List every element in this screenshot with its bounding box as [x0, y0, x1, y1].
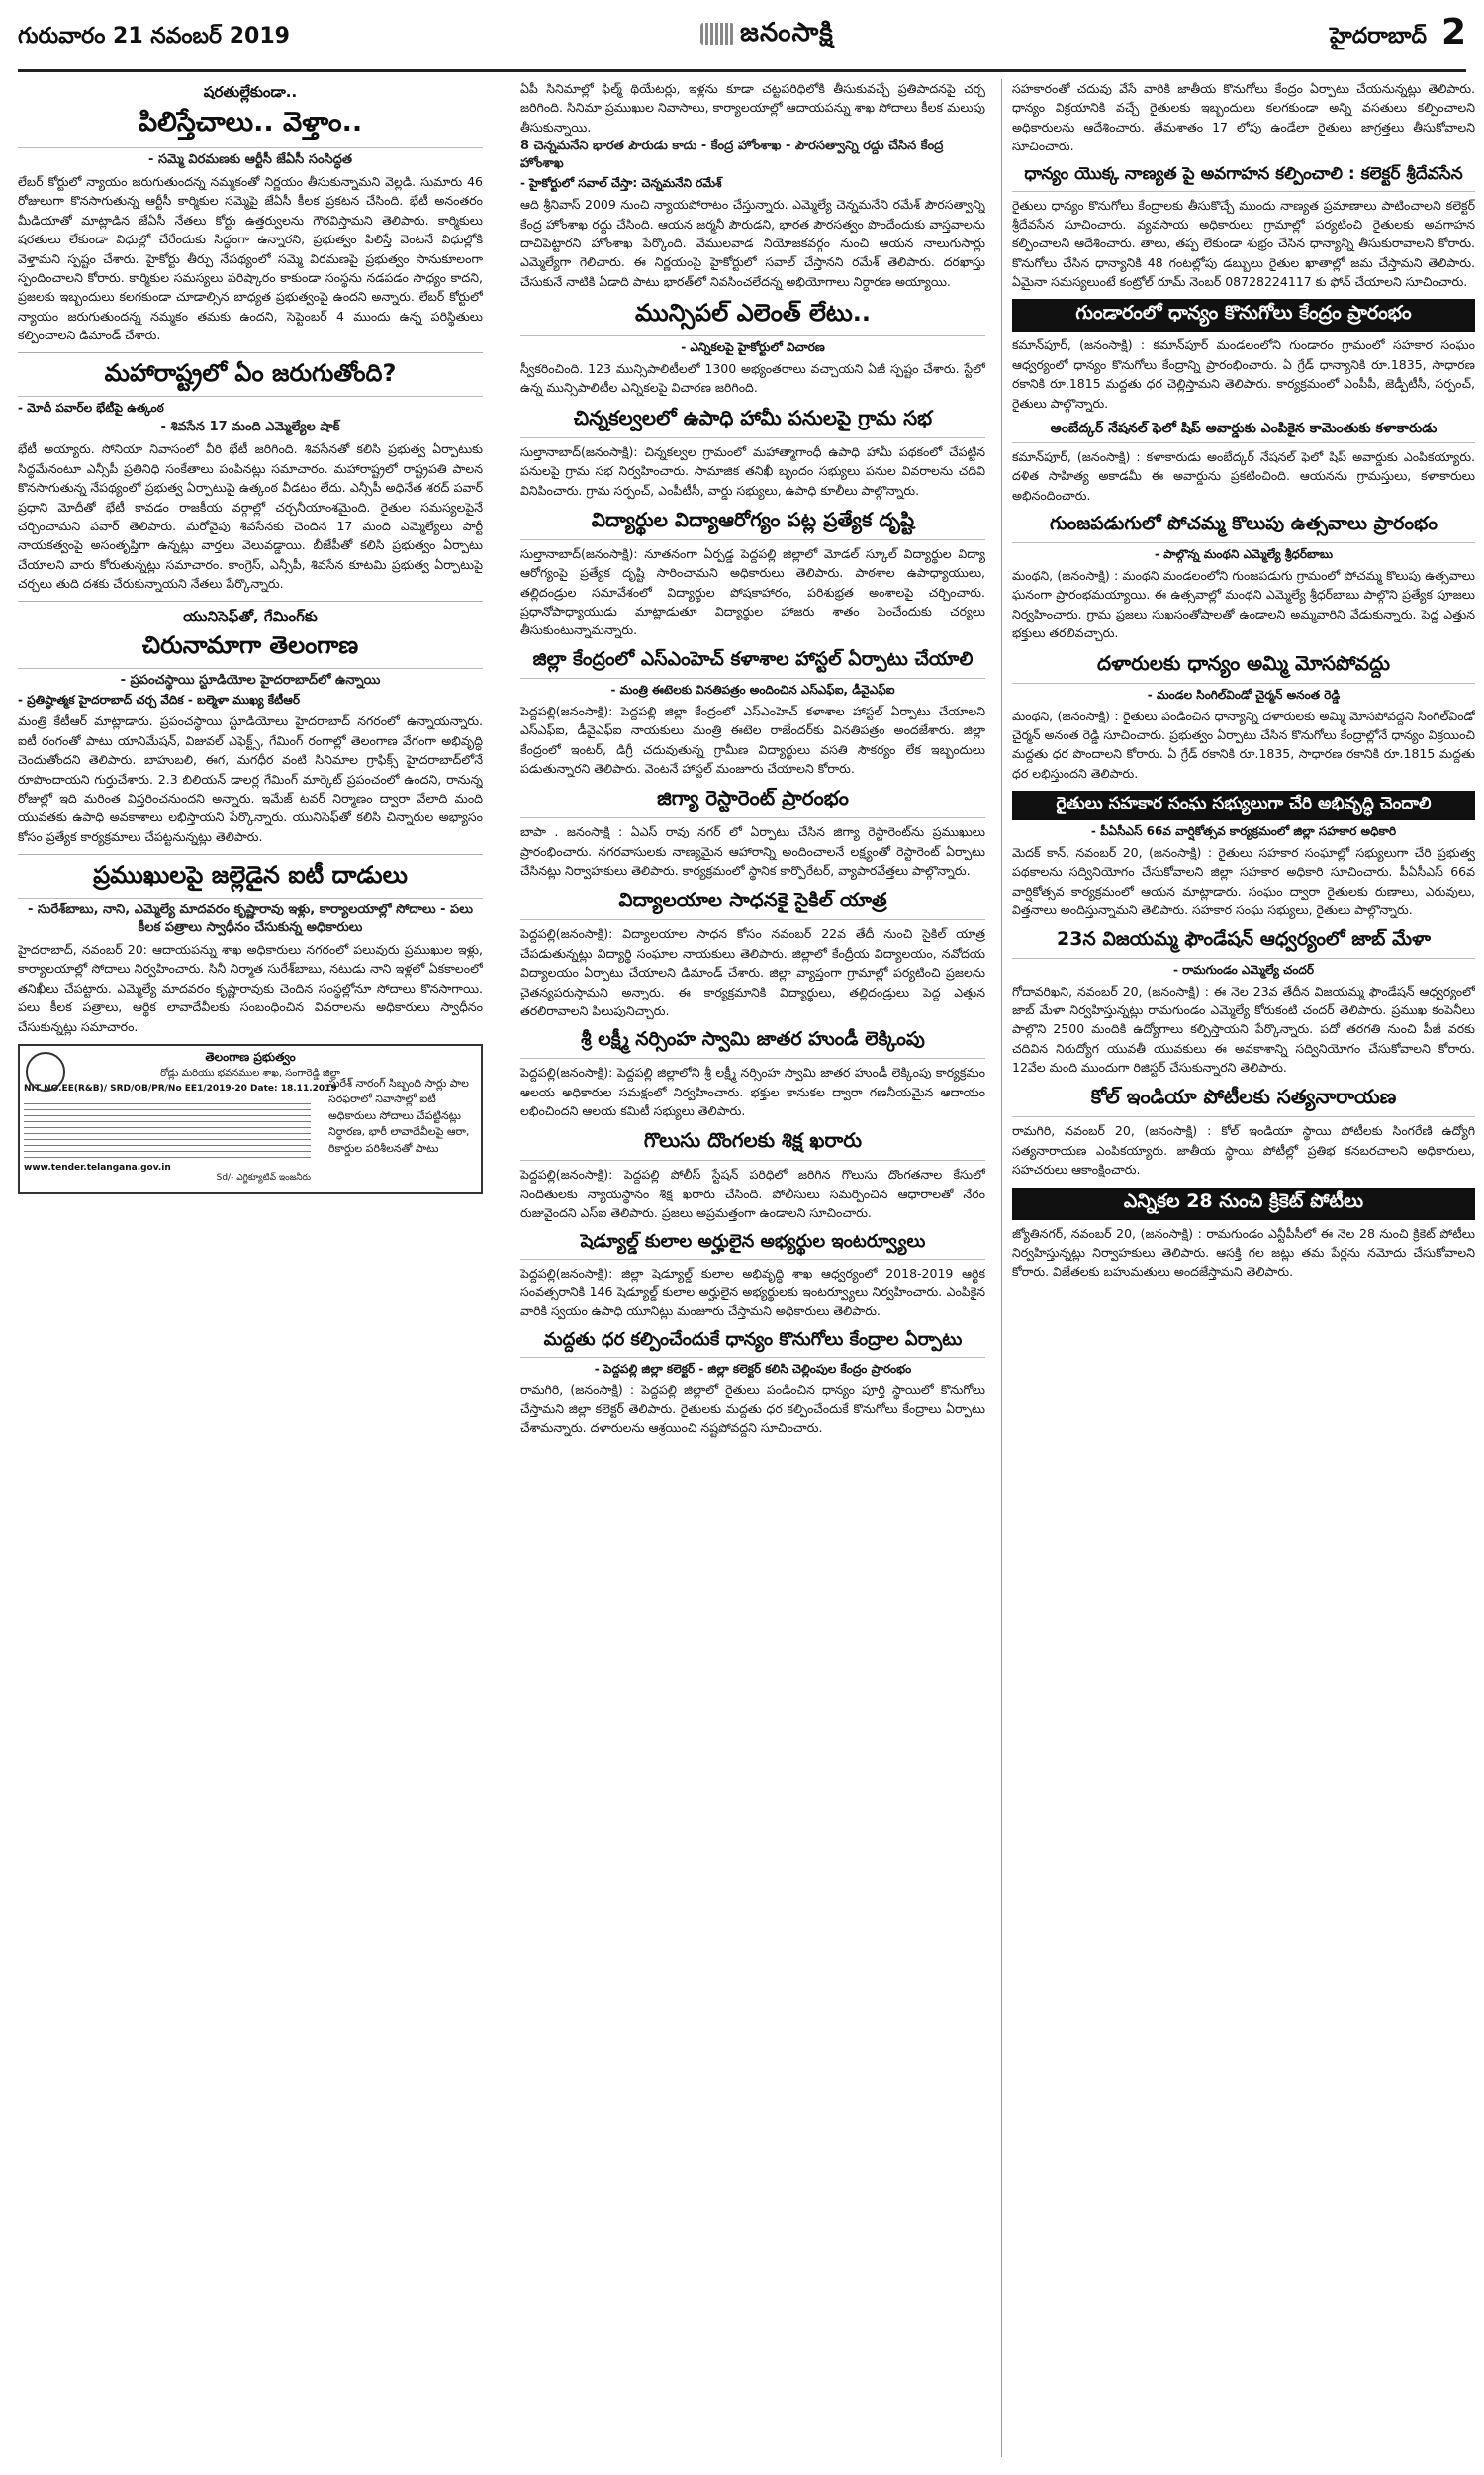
- story-headline: దళారులకు ధాన్యం అమ్మి మోసపోవద్దు: [1012, 651, 1475, 684]
- story-byline: - ఎన్నికలపై హైకోర్టులో విచారణ: [681, 340, 825, 354]
- story-headline: ధాన్యం యొక్క నాణ్యత పై అవగాహన కల్పించాలి : కలెక్టర్‌ శ్రీదేవసేన: [1012, 164, 1475, 192]
- brand-logo-icon: [700, 23, 734, 45]
- story-body: పెద్దపల్లి(జనంసాక్షి): విద్యాలయాల సాధన కోసం నవంబర్‌ 22వ తేదీ నుంచి సైకిల్‌ యాత్ర చేపడుతున్నట్లు విద్యార్థి సంఘాల నాయకులు తెలిపారు. జిల్లాలో కేంద్రీయ విద్యాలయం, నవోదయ విద్యాలయం ఏర్పాటు చేయాలని డిమాండ్‌ చేశారు. జిల్లా వ్యాప్తంగా గ్రామాల్లో పర్యటించి ప్రజలను చైతన్యపరుస్తామని అన్నారు. ఈ కార్యక్రమానికి విద్యార్థులు, తల్లిదండ్రులు పెద్ద ఎత్తున తరలిరావాలని పిలుపునిచ్చారు.: [520, 926, 985, 1018]
- page-number: 2: [1440, 12, 1466, 52]
- story-telangana-gaming: [18, 608, 483, 846]
- story-body: పెద్దపల్లి(జనంసాక్షి): పెద్దపల్లి జిల్లాలోని శ్రీ లక్ష్మీ నర్సింహ స్వామి జాతర హుండీ లెక్కింపు కార్యక్రమం ఆలయ అధికారుల సమక్షంలో నిర్వహించారు. భక్తుల కానుకల ద్వారా గణనీయమైన ఆదాయం లభించిందని ఆలయ కమిటీ సభ్యులు తెలిపారు.: [520, 1065, 985, 1118]
- story-body: బాపా . జనంసాక్షి : ఏఎస్‌ రావు నగర్‌ లో ఏర్పాటు చేసిన జిగ్యా రెస్టారెంట్‌ను ప్రముఖులు ప్రారంభించారు. నగరవాసులకు నాణ్యమైన ఆహారాన్ని అందించాలనే లక్ష్యంతో రెస్టారెంట్‌ ఏర్పాటు చేసినట్లు నిర్వాహకులు తెలిపారు. కార్యక్రమంలో స్థానిక కార్పొరేటర్‌, వ్యాపారవేత్తలు పాల్గొన్నారు.: [520, 824, 985, 878]
- story-headline: గుండారంలో ధాన్యం కొనుగోలు కేంద్రం ప్రారంభం: [1012, 299, 1475, 332]
- story-body: రైతులు ధాన్యం కొనుగోలు కేంద్రాలకు తీసుకొచ్చే ముందు నాణ్యత ప్రమాణాలు పాటించాలని కలెక్టర్‌ శ్రీదేవసేన సూచించారు. వ్యవసాయ అధికారులు గ్రామాల్లో పర్యటించి రైతులకు అవగాహన కల్పించాలని ఆదేశించారు. తాలు, తప్ప లేకుండా శుభ్రం చేసిన ధాన్యాన్ని తీసుకురావాలని కోరారు. కొనుగోలు చేసిన ధాన్యానికి 48 గంటల్లోపు డబ్బులు రైతుల ఖాతాల్లో జమ చేస్తామని తెలిపారు. ఏమైనా సమస్యలుంటే కంట్రోల్‌ రూమ్‌ నెంబర్‌ 08728224117 కు ఫోన్‌ చేయాలని సూచించారు.: [1012, 197, 1475, 289]
- story-byline: - మంత్రి ఈటెలకు వినతిపత్రం అందించిన ఎస్‌ఎఫ్‌ఐ, డీవైఎఫ్‌ఐ: [610, 682, 895, 697]
- story-body: గోదావరిఖని, నవంబర్‌ 20, (జనంసాక్షి) : ఈ నెల 23వ తేదీన విజయమ్మ ఫౌండేషన్‌ ఆధ్వర్యంలో జాబ్‌ మేళా నిర్వహిస్తున్నట్లు రామగుండం ఎమ్మెల్యే కోరుకంటి చందర్‌ తెలిపారు. ప్రముఖ కంపెనీలు పాల్గొని 2500 మందికి ఉద్యోగాలు కల్పిస్తాయని పేర్కొన్నారు. పదో తరగతి నుంచి పీజీ వరకు చదివిన నిరుద్యోగ యువతీ యువకులు ఈ అవకాశాన్ని సద్వినియోగం చేసుకోవాలని కోరారు. 12వేల మంది ముందుగా రిజిస్టర్‌ చేసుకున్నారని తెలిపారు.: [1012, 983, 1475, 1075]
- story-rtc-strike: [18, 83, 483, 344]
- column-1: [18, 79, 483, 2457]
- story-headline: శ్రీ లక్ష్మీ నర్సింహ స్వామి జాతర హుండీ లెక్కింపు: [520, 1028, 985, 1059]
- story-chain-snatchers: [520, 1128, 985, 1222]
- story-headline: గొలుసు దొంగలకు శిక్ష ఖరారు: [520, 1128, 985, 1161]
- story-body: కమాన్‌పూర్‌, (జనంసాక్షి) : కమాన్‌పూర్‌ మండలంలోని గుండారం గ్రామంలో సహకార సంఘం ఆధ్వర్యంలో ధాన్యం కొనుగోలు కేంద్రాన్ని ప్రారంభించారు. ఏ గ్రేడ్‌ ధాన్యానికి రూ.1835, సాధారణ రకానికి రూ.1815 మద్దతు ధర చెల్లిస్తామని తెలిపారు. కార్యక్రమంలో ఎంపీపీ, జెడ్పీటీసీ, సర్పంచ్‌, రైతులు పాల్గొన్నారు.: [1012, 337, 1475, 411]
- story-headline: చిన్నకల్వలలో ఉపాధి హామీ పనులపై గ్రామ సభ: [520, 406, 985, 438]
- story-deck: 8 చెన్నమనేని భారత పౌరుడు కాదు - కేంద్ర హోంశాఖ - పౌరసత్వాన్ని రద్దు చేసిన కేంద్ర హోంశాఖ: [520, 139, 944, 172]
- story-byline: - హైకోర్టులో సవాల్‌ చేస్తా: చెన్నమనేని రమేశ్‌: [520, 176, 722, 191]
- story-body: పెద్దపల్లి(జనంసాక్షి): జిల్లా షెడ్యూల్డ్‌ కులాల అభివృద్ధి శాఖ ఆధ్వర్యంలో 2018-2019 ఆర్థిక సంవత్సరానికి 146 షెడ్యూల్డ్‌ కులాల అర్హులైన అభ్యర్థులకు ఇంటర్వ్యూలు నిర్వహించారు. ఎంపికైన వారికి స్వయం ఉపాధి యూనిట్లు మంజూరు చేస్తామని అధికారులు తెలిపారు.: [520, 1265, 985, 1319]
- story-byline: - రామగుండం ఎమ్మెల్యే చందర్‌: [1173, 962, 1314, 977]
- story-headline: పిలిస్తేచాలు.. వెళ్తాం..: [18, 107, 483, 148]
- story-byline: - ప్రతిష్ఠాత్మక హైదరాబాద్‌ చర్చ వేదిక - బల్మెళా ముఖ్య కేటీఆర్‌: [18, 693, 300, 708]
- story-headline: గుంజపడుగులో పోచమ్మ కొలుపు ఉత్సవాలు ప్రారంభం: [1012, 513, 1475, 543]
- story-deck: - సురేశ్‌బాబు, నాని, ఎమ్మెల్యే మాదవరం కృష్ణారావు ఇళ్లు, కార్యాలయాల్లో సోదాలు - పలు కీలక పత్రాలు స్వాధీనం చేసుకున్న అధికారులు: [28, 903, 473, 935]
- ad-notice-number: NIT NO.EE(R&B)/ SRD/OB/PR/No EE1/2019-20 Date: 18.11.2019: [24, 1083, 337, 1094]
- divider: [18, 352, 483, 353]
- story-cricket: [1012, 1188, 1475, 1282]
- story-support-price: [520, 1329, 985, 1438]
- story-headline: మద్దతు ధర కల్పించేందుకే ధాన్యం కొనుగోలు కేంద్రాల ఏర్పాటు: [520, 1329, 985, 1358]
- issue-date: గురువారం 21 నవంబర్ 2019: [18, 24, 290, 48]
- government-emblem-icon: [26, 1052, 65, 1092]
- story-deck: - శివసేన 17 మంది ఎమ్మెల్యేల షాక్‌: [160, 420, 340, 435]
- story-body: స్వీకరించింది. 123 మున్సిపాలిటీలలో 1300 అభ్యంతరాలు వచ్చాయని ఏజీ స్పష్టం చేశారు. స్టేలో ఉన్న మున్సిపాలిటీల ఎన్నికలపై విచారణ జరిగింది.: [520, 361, 985, 396]
- ad-website-link[interactable]: www.tender.telangana.gov.in: [24, 1162, 171, 1173]
- story-body: మెదక్‌ కాన్‌, నవంబర్‌ 20, (జనంసాక్షి) : రైతులు సహకార సంఘాల్లో సభ్యులుగా చేరి ప్రభుత్వ పథకాలను సద్వినియోగం చేసుకోవాలని జిల్లా సహకార అధికారి సూచించారు. పీఏసీఎస్‌ 66వ వార్షికోత్సవ కార్యక్రమంలో ఆయన మాట్లాడారు. సంఘం ద్వారా రైతులకు రుణాలు, ఎరువులు, విత్తనాలు అందిస్తున్నామని తెలిపారు. సహకార సంఘ సభ్యులు, రైతులు పాల్గొన్నారు.: [1012, 845, 1475, 918]
- story-coal-india: [1012, 1085, 1475, 1179]
- story-deck: - సమ్మె విరమణకు ఆర్టీసీ జేఏసీ సంసిద్ధత: [148, 152, 352, 167]
- ad-signature: Sd/- ఎగ్జిక్యూటివ్‌ ఇంజనీరు: [216, 1172, 311, 1183]
- story-headline: షెడ్యూల్డ్‌ కులాల అర్హులైన అభ్యర్థుల ఇంటర్వ్యూలు: [520, 1231, 985, 1260]
- story-chennamaneni: [520, 79, 985, 291]
- story-grain-quality: [1012, 164, 1475, 292]
- story-purchase-centre-cont: [1012, 79, 1475, 156]
- story-students-health: [520, 508, 985, 640]
- story-headline: 23న విజయమ్మ ఫౌండేషన్‌ ఆధ్వర్యంలో జాబ్‌ మేళా: [1012, 928, 1475, 959]
- ad-fine-print: [24, 1103, 311, 1163]
- brand-name: జనంసాక్షి: [740, 18, 834, 48]
- column-2: [510, 79, 985, 2457]
- story-middlemen-warning: [1012, 651, 1475, 784]
- story-job-mela: [1012, 928, 1475, 1078]
- story-cycle-yatra: [520, 888, 985, 1020]
- story-body: సహకారంతో చదువు వేసే వారికి జాతీయ కొనుగోలు కేంద్రం ఏర్పాటు చేయనున్నట్లు తెలిపారు. ధాన్యం విక్రయానికి వచ్చే రైతులకు ఇబ్బందులు కలగకుండా అన్ని వసతులు కల్పించాలని అధికారులను ఆదేశించారు. తేమశాతం 17 లోపు ఉండేలా రైతులు జాగ్రత్తలు తీసుకోవాలని సూచించారు.: [1012, 81, 1475, 154]
- story-body: సుల్తానాబాద్‌(జనంసాక్షి): చిన్నకల్వల గ్రామంలో మహాత్మాగాంధీ ఉపాధి హామీ పథకంలో చేపట్టిన పనులపై గ్రామ సభ నిర్వహించారు. సామాజిక తనిఖీ బృందం సభ్యులు పనుల వివరాలను చదివి వినిపించారు. గ్రామ సర్పంచ్‌, ఎంపీటీసీ, వార్డు సభ్యులు, ఉపాధి కూలీలు పాల్గొన్నారు.: [520, 443, 985, 498]
- story-headline: జిల్లా కేంద్రంలో ఎస్‌ఎంహెచ్‌ కళాశాల హాస్టల్‌ ఏర్పాటు చేయాలి: [520, 648, 985, 679]
- story-it-raids: [18, 861, 483, 1036]
- story-headline: విద్యాలయాల సాధనకై సైకిల్‌ యాత్ర: [520, 888, 985, 920]
- story-byline: - పాల్గొన్న మంథని ఎమ్మెల్యే శ్రీధర్‌బాబు: [1154, 547, 1334, 561]
- story-body: హైదరాబాద్‌, నవంబర్‌ 20: ఆదాయపన్ను శాఖ అధికారులు నగరంలో పలువురు ప్రముఖుల ఇళ్లు, కార్యాలయాల్లో సోదాలు నిర్వహించారు. సినీ నిర్మాత సురేశ్‌బాబు, నటుడు నాని ఇళ్లలో ఏకకాలంలో తనిఖీలు చేపట్టారు. ఎమ్మెల్యే మాదవరం కృష్ణారావుకు చెందిన సంస్థల్లోనూ సోదాలు కొనసాగాయి. పలు కీలక పత్రాలు, ఆర్థిక లావాదేవీలకు సంబంధించిన వివరాలను అధికారులు స్వాధీనం చేసుకున్నట్లు సమాచారం.: [18, 942, 483, 1034]
- story-gram-sabha: [520, 406, 985, 500]
- story-body: పెద్దపల్లి(జనంసాక్షి): పెద్దపల్లి జిల్లా కేంద్రంలో ఎస్‌ఎంహెచ్‌ కళాశాల హాస్టల్‌ ఏర్పాటు చేయాలని ఎస్‌ఎఫ్‌ఐ, డీవైఎఫ్‌ఐ నాయకులు మంత్రి ఈటెల రాజేందర్‌కు వినతిపత్రం అందజేశారు. జిల్లా కేంద్రంలో ఇంటర్‌, డిగ్రీ చదువుతున్న గ్రామీణ విద్యార్థులు వసతి సౌకర్యం లేక ఇబ్బందులు పడుతున్నారని తెలిపారు. వెంటనే హాస్టల్‌ మంజూరు చేయాలని కోరారు.: [520, 703, 985, 776]
- divider: [18, 854, 483, 855]
- story-pochamma-festival: [1012, 513, 1475, 643]
- story-restaurant: [520, 786, 985, 880]
- story-hostel-demand: [520, 648, 985, 779]
- story-kicker: షరతుల్లేకుండా..: [203, 83, 298, 101]
- story-ambedkar-fellowship: [1012, 421, 1475, 505]
- divider: [18, 601, 483, 602]
- story-cooperative-society: [1012, 791, 1475, 920]
- story-headline: మున్సిపల్‌ ఎలెంత్‌ లేటు..: [520, 299, 985, 336]
- ad-side-text: సురేశ్‌ నారంగ్‌ సిబ్బంది సార్లు పాల సరఫరాలో నివాసాల్లో ఐటీ అధికారులు సోదాలు చేపట్టినట్లు నిర్ధారణ, భారీ లావాదేవీలపై ఆరా, రికార్డుల పరిశీలనతో పాటు: [328, 1076, 470, 1155]
- story-deck: - ప్రపంచస్థాయి స్టూడియోల హైదరాబాద్‌లో ఉన్నాయి: [120, 673, 381, 689]
- story-byline: - పీఏసీఎస్‌ 66వ వార్షికోత్సవ కార్యక్రమంలో జిల్లా సహకార అధికారి: [1090, 824, 1397, 838]
- story-maharashtra: [18, 359, 483, 593]
- story-body: సుల్తానాబాద్‌(జనంసాక్షి): నూతనంగా ఏర్పడ్డ పెద్దపల్లి జిల్లాలో మోడల్‌ స్కూల్‌ విద్యార్థుల విద్యా ఆరోగ్యంపై ప్రత్యేక దృష్టి సారించామని అధికారులు తెలిపారు. పాఠశాల ఉపాధ్యాయులు, తల్లిదండ్రుల సమావేశంలో విద్యార్థుల పోషకాహారం, పరిశుభ్రత అంశాలపై చర్చించారు. ప్రధానోపాధ్యాయుడు మాట్లాడుతూ విద్యార్థుల హాజరు శాతం పెంచేందుకు చర్యలు తీసుకుంటున్నామన్నారు.: [520, 545, 985, 638]
- story-body: లేబర్‌ కోర్టులో న్యాయం జరుగుతుందన్న నమ్మకంతో నిర్ణయం తీసుకున్నామని వెల్లడి. సుమారు 46 రోజులుగా కొనసాగుతున్న ఆర్టీసీ కార్మికుల సమ్మెపై జేఏసీ కీలక ప్రకటన చేసింది. భేటీ అనంతరం మీడియాతో మాట్లాడిన జేఏసీ నేతలు కోర్టు ఉత్తర్వులను గౌరవిస్తామని తెలిపారు. కార్మికులు షరతులు లేకుండా విధుల్లో చేరేందుకు సిద్ధంగా ఉన్నారని, ప్రభుత్వం పిలిస్తే వెంటనే విధుల్లోకి వెళ్తామని స్పష్టం చేశారు. హైకోర్టు తీర్పు నేపథ్యంలో సమ్మె విరమణపై ప్రభుత్వం సానుకూలంగా స్పందించాలని కోరారు. కార్మికుల సమస్యలు పరిష్కారం కాకుండా సంస్థను నడపడం సాధ్యం కాదని, ప్రజలకు ఇబ్బందులు కలగకుండా చూడాల్సిన బాధ్యత ప్రభుత్వంపై ఉందని అన్నారు. లేబర్‌ కోర్టులో న్యాయం జరుగుతుందన్న నమ్మకం తమకు ఉందని, సెప్టెంబర్‌ 4 ముందు ఉన్న పరిస్థితులు కల్పించాలని డిమాండ్‌ చేశారు.: [18, 174, 483, 342]
- story-body: కమాన్‌పూర్‌, (జనంసాక్షి) : కళాకారుడు అంబేద్కర్‌ నేషనల్‌ ఫెలో షిప్‌ అవార్డుకు ఎంపికయ్యారు. దళిత సాహిత్య అకాడమీ ఈ అవార్డును ప్రకటించింది. ఆయనను గ్రామస్తులు, కళాకారులు అభినందించారు.: [1012, 448, 1475, 503]
- story-headline: ప్రముఖులపై జల్లెడైన ఐటీ దాడులు: [18, 861, 483, 899]
- story-body: మంథని, (జనంసాక్షి) : రైతులు పండించిన ధాన్యాన్ని దళారులకు అమ్మి మోసపోవద్దని సింగిల్‌విండో చైర్మన్‌ అనంత రెడ్డి సూచించారు. ప్రభుత్వం ఏర్పాటు చేసిన కొనుగోలు కేంద్రాల్లోనే ధాన్యం విక్రయించి మద్దతు ధర పొందాలని కోరారు. ఏ గ్రేడ్‌ రకానికి రూ.1835, సాధారణ రకానికి రూ.1815 మద్దతు ధర లభిస్తుందని తెలిపారు.: [1012, 708, 1475, 781]
- story-body: జ్యోతినగర్‌, నవంబర్‌ 20, (జనంసాక్షి) : రామగుండం ఎన్టీపీసీలో ఈ నెల 28 నుంచి క్రికెట్‌ పోటీలు నిర్వహిస్తున్నట్లు నిర్వాహకులు తెలిపారు. ఆసక్తి గల జట్లు తమ పేర్లను నమోదు చేసుకోవాలని కోరారు. విజేతలకు బహుమతులు అందజేస్తామని తెలిపారు.: [1012, 1225, 1475, 1280]
- story-byline: - మండల సింగిల్‌విండో చైర్మన్‌ అనంత రెడ్డి: [1147, 687, 1341, 702]
- story-headline: జిగ్యా రెస్టారెంట్‌ ప్రారంభం: [520, 786, 985, 818]
- story-hundi-counting: [520, 1028, 985, 1120]
- story-body: రామగిరి, (జనంసాక్షి) : పెద్దపల్లి జిల్లాలో రైతులు పండించిన ధాన్యం పూర్తి స్థాయిలో కొనుగోలు చేస్తామని జిల్లా కలెక్టర్‌ తెలిపారు. రైతులకు మద్దతు ధర కల్పించేందుకే కొనుగోలు కేంద్రాలు ఏర్పాటు చేశామన్నారు. దళారులను ఆశ్రయించి నష్టపోవద్దని సూచించారు.: [520, 1381, 985, 1436]
- story-gundaram-centre: [1012, 299, 1475, 413]
- masthead: [18, 10, 1466, 72]
- newspaper-brand: [700, 18, 834, 53]
- column-3: [1001, 79, 1475, 2457]
- story-body: పెద్దపల్లి(జనంసాక్షి): పెద్దపల్లి పోలీస్‌ స్టేషన్‌ పరిధిలో జరిగిన గొలుసు దొంగతనాల కేసులో నిందితులకు న్యాయస్థానం శిక్ష ఖరారు చేసింది. పోలీసులు సమర్పించిన ఆధారాలతో నేరం రుజువైందని ఎస్‌ఐ తెలిపారు. ప్రజలు అప్రమత్తంగా ఉండాలని సూచించారు.: [520, 1167, 985, 1221]
- story-headline: రైతులు సహకార సంఘ సభ్యులుగా చేరి అభివృద్ధి చెందాలి: [1012, 791, 1475, 820]
- story-body: ఏపీ సినిమాల్లో ఫిల్మ్‌ థియేటర్లు, ఇళ్లను కూడా చట్టపరిధిలోకి తీసుకువచ్చే ప్రతిపాదనపై చర్చ జరిగింది. సినిమా ప్రముఖుల నివాసాలు, కార్యాలయాల్లో ఆదాయపన్ను శాఖ సోదాలు కీలక మలుపు తీసుకున్నాయి.: [520, 81, 985, 135]
- story-municipal-elections: [520, 299, 985, 398]
- story-headline: ఎన్నికల 28 నుంచి క్రికెట్‌ పోటీలు: [1012, 1188, 1475, 1220]
- government-tender-ad: [18, 1044, 483, 1194]
- story-kicker: యునిసెఫ్‌తో, గేమింగ్‌కు: [183, 608, 318, 626]
- story-headline: విద్యార్థుల విద్యాఆరోగ్యం పట్ల ప్రత్యేక దృష్టి: [520, 508, 985, 540]
- story-body: ఆది శ్రీనివాస్‌ 2009 నుంచి న్యాయపోరాటం చేస్తున్నారు. ఎమ్మెల్యే చెన్నమనేని రమేశ్‌ పౌరసత్వాన్ని కేంద్ర హోంశాఖ రద్దు చేసింది. ఆయన జర్మనీ పౌరుడని, భారత పౌరసత్వం పొందేందుకు వాస్తవాలను దాచిపెట్టారని హోంశాఖ పేర్కొంది. వేములవాడ నియోజకవర్గం నుంచి ఆయన నాలుగుసార్లు ఎమ్మెల్యేగా గెలిచారు. ఈ నిర్ణయంపై హైకోర్టులో సవాల్‌ చేస్తానని రమేశ్‌ తెలిపారు. దరఖాస్తు చేసుకునే నాటికి ఏడాది పాటు భారత్‌లో నివసించలేదన్న అభియోగాలు నిర్ధారణ అయ్యాయి.: [520, 197, 985, 289]
- story-body: రామగిరి, నవంబర్‌ 20, (జనంసాక్షి) : కోల్‌ ఇండియా స్థాయి పోటీలకు సింగరేణి ఉద్యోగి సత్యనారాయణ ఎంపికయ్యారు. జాతీయ స్థాయి పోటీల్లో ప్రతిభ కనబరచాలని అధికారులు, సహచరులు ఆకాంక్షించారు.: [1012, 1123, 1475, 1178]
- story-body: మంత్రి కేటీఆర్‌ మాట్లాడారు. ప్రపంచస్థాయి స్టూడియోలు హైదరాబాద్‌ నగరంలో ఉన్నాయన్నారు. ఐటీ రంగంతో పాటు యానిమేషన్‌, విజువల్‌ ఎఫెక్ట్స్‌, గేమింగ్‌ రంగాల్లో తెలంగాణ వేగంగా అభివృద్ధి చెందుతోందని తెలిపారు. బాహుబలి, ఈగ, మగధీర వంటి సినిమాల గ్రాఫిక్స్‌ హైదరాబాద్‌లోనే రూపొందాయని గుర్తుచేశారు. 2.3 బిలియన్‌ డాలర్ల గేమింగ్‌ మార్కెట్‌ ప్రపంచంలో ఉందని, రానున్న రోజుల్లో ఇది మరింత విస్తరించనుందని అన్నారు. ఇమేజ్‌ టవర్‌ నిర్మాణం ద్వారా వేలాది మంది యువతకు ఉపాధి అవకాశాలు లభిస్తాయని పేర్కొన్నారు. యునిసెఫ్‌తో కలిసి చిన్నారుల అభ్యాసం కోసం ప్రత్యేక కార్యక్రమాలు చేపట్టనున్నట్లు తెలిపారు.: [18, 714, 483, 844]
- story-byline: - మోదీ పవార్‌ల భేటీపై ఉత్కంఠ: [18, 401, 164, 416]
- story-body: మంథని, (జనంసాక్షి) : మంథని మండలంలోని గుంజపడుగు గ్రామంలో పోచమ్మ కొలుపు ఉత్సవాలు ఘనంగా ప్రారంభమయ్యాయి. ఈ ఉత్సవాల్లో మంథని ఎమ్మెల్యే శ్రీధర్‌బాబు పాల్గొని ప్రత్యేక పూజలు నిర్వహించారు. గ్రామ ప్రజలు సుఖసంతోషాలతో ఉండాలని అమ్మవారిని వేడుకున్నారు. పెద్ద ఎత్తున భక్తులు తరలివచ్చారు.: [1012, 568, 1475, 641]
- story-headline: కోల్‌ ఇండియా పోటీలకు సత్యనారాయణ: [1012, 1085, 1475, 1117]
- story-headline: అంబేద్కర్‌ నేషనల్‌ ఫెలో షిప్‌ అవార్డుకు ఎంపికైన కామెంతుకు కళాకారుడు: [1012, 421, 1475, 443]
- story-headline: చిరునామాగా తెలంగాణ: [18, 631, 483, 669]
- story-byline: - పెద్దపల్లి జిల్లా కలెక్టర్‌ - జిల్లా కలెక్టర్‌ కలిసి చెల్లింపుల కేంద్రం ప్రారంభం: [594, 1361, 912, 1376]
- story-body: భేటీ అయ్యారు. సోనియా నివాసంలో వీరి భేటీ జరిగింది. శివసేనతో కలిసి ప్రభుత్వ ఏర్పాటుకు సిద్ధమేనంటూ ఎన్సీపీ ప్రతినిధి సంకేతాలు పంపినట్లు సమాచారం. మహారాష్ట్రలో రాష్ట్రపతి పాలన కొనసాగుతున్న నేపథ్యంలో ప్రభుత్వ ఏర్పాటుపై ఉత్కంఠ వీడటం లేదు. ఎన్సీపీ అధినేత శరద్‌ పవార్‌ ప్రధాని మోదీతో భేటీ కావడం రాజకీయ వర్గాల్లో చర్చనీయాంశమైంది. రైతుల సమస్యలపైనే చర్చించామని పవార్‌ తెలిపారు. మరోవైపు శివసేనకు చెందిన 17 మంది ఎమ్మెల్యేలు పార్టీ నాయకత్వంపై అసంతృప్తిగా ఉన్నట్లు వార్తలు వెలువడ్డాయి. బీజేపీతో కలిసి ప్రభుత్వం ఏర్పాటు చేయాలని వారు కోరుతున్నట్లు సమాచారం. కాంగ్రెస్‌, ఎన్సీపీ, శివసేన కూటమి ప్రభుత్వ ఏర్పాటుపై చర్చలు తుది దశకు చేరుకున్నాయని నేతలు పేర్కొన్నారు.: [18, 441, 483, 591]
- ad-title: తెలంగాణ ప్రభుత్వం: [205, 1049, 296, 1064]
- story-sc-interviews: [520, 1231, 985, 1321]
- edition-city: హైదరాబాద్: [1330, 24, 1427, 48]
- story-headline: మహారాష్ట్రలో ఏం జరుగుతోంది?: [18, 359, 483, 397]
- ad-subtitle: రోడ్లు మరియు భవనముల శాఖ, సంగారెడ్డి జిల్లా: [160, 1067, 340, 1079]
